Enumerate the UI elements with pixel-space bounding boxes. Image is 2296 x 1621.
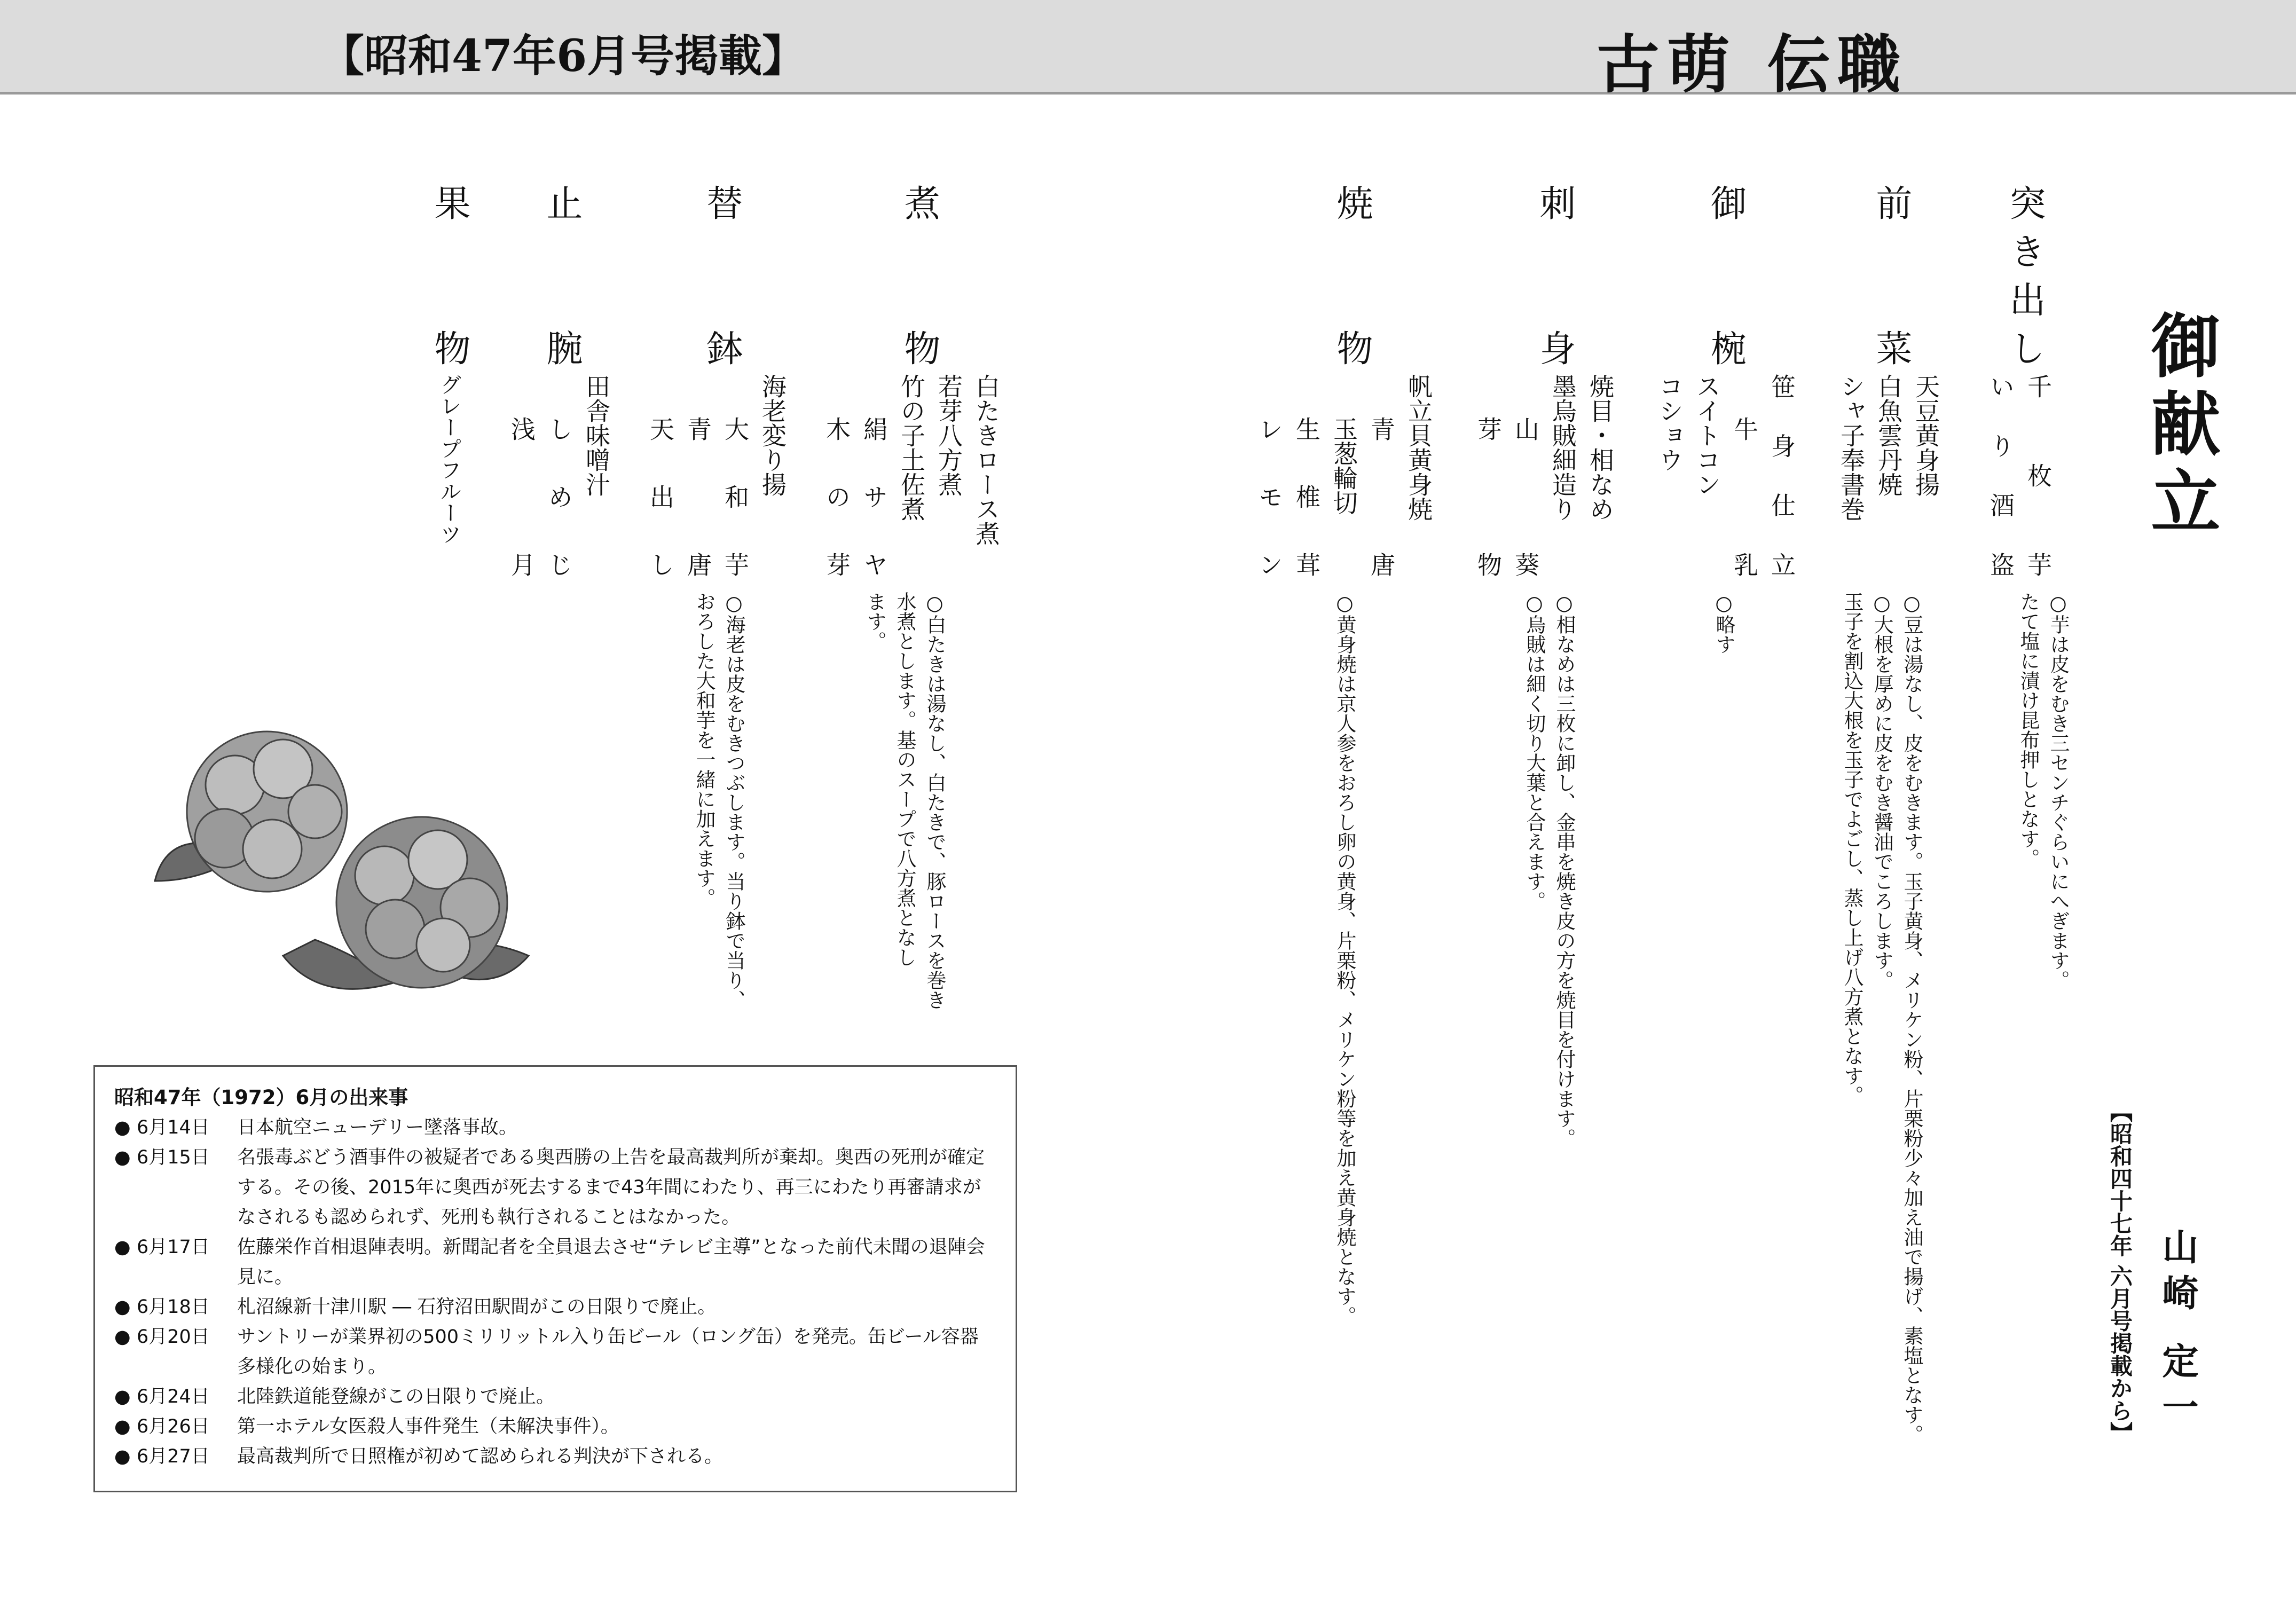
event-date: 6月14日	[137, 1117, 210, 1138]
bullet-icon: ●	[114, 1326, 131, 1348]
course-name: 煮物	[898, 184, 940, 366]
event-date: 6月27日	[137, 1446, 210, 1467]
dish-tamanegi: 玉葱輪切	[1330, 416, 1358, 515]
course-name: 刺身	[1534, 184, 1576, 366]
event-item	[114, 1442, 996, 1472]
event-date: 6月24日	[137, 1386, 210, 1407]
course-name: 前菜	[1870, 184, 1912, 366]
dish-yakime-ainame: 焼目・相なめ	[1586, 374, 1615, 521]
event-date: 6月18日	[137, 1296, 210, 1318]
events-title: 昭和47年（1972）6月の出来事	[114, 1086, 408, 1109]
bullet-icon: ●	[114, 1117, 131, 1138]
course-name: 焼物	[1331, 184, 1373, 366]
dish-hotate: 帆立貝黄身焼	[1404, 374, 1433, 521]
event-item	[114, 1292, 996, 1322]
bullet-icon: ●	[114, 1296, 131, 1318]
course-nimono	[892, 184, 945, 366]
course-name: 御椀	[1704, 184, 1747, 366]
dish-mebutsu: 芽物	[1474, 416, 1503, 577]
note-sashimi: ○相なめは三枚に卸し、金串を焼き皮の方を焼目を付けます。 ○烏賊は細く切り大葉と合えます。	[1523, 592, 1576, 1148]
dish-soramame: 天豆黄身揚	[1912, 374, 1940, 497]
event-item	[114, 1382, 996, 1412]
course-yakimono	[1324, 184, 1378, 366]
dish-lemon: レモン	[1255, 416, 1284, 577]
event-date: 6月20日	[137, 1326, 210, 1348]
event-date: 6月26日	[137, 1416, 210, 1437]
course-kudamono	[422, 184, 475, 366]
dish-tendashi: 天出し	[646, 416, 675, 577]
dish-iri-shuto: いり酒盗	[1986, 374, 2015, 577]
note-kaebachi: ○海老は皮をむきつぶします。当り鉢で当り、 おろした大和芋を一緒に加えます。	[693, 592, 745, 1010]
dish-gyunyu: 牛乳	[1730, 416, 1759, 577]
course-tsukidashi	[1997, 184, 2050, 366]
dish-grapefruit: グレープフルーツ	[437, 374, 461, 545]
course-name: 止腕	[540, 184, 583, 366]
bullet-icon: ●	[114, 1446, 131, 1467]
bullet-icon: ●	[114, 1237, 131, 1258]
note-tsukidashi: ○芋は皮をむき三センチぐらいにへぎます。 たて塩に漬け昆布押しとなす。	[2017, 592, 2070, 990]
note-nimono: ○白たきは湯なし、白たきで、豚ロースを巻き 水煮とします。基のスープで八方煮となし ます。	[863, 592, 946, 1010]
events-box	[93, 1065, 1017, 1492]
dish-shimeji: しめじ	[545, 416, 573, 577]
dish-kosho: コショウ	[1655, 374, 1684, 472]
note-yakimono: ○黄身焼は京人参をおろし卵の黄身、片栗粉、メリケン粉等を加え黄身焼となす。	[1333, 592, 1356, 1326]
bullet-icon: ●	[114, 1416, 131, 1437]
dish-ebi-kawariage: 海老変り揚	[758, 374, 787, 497]
course-name: 替鉢	[701, 184, 743, 366]
dish-wakame: 若芽八方煮	[934, 374, 963, 497]
dish-suitokon: スイトコン	[1693, 374, 1721, 497]
course-zensai	[1863, 184, 1917, 366]
dish-aotou: 青唐	[1367, 416, 1396, 577]
flower-cluster-left	[187, 731, 347, 892]
dish-shirataki: 白たきロース煮	[972, 374, 1001, 546]
byline: 【昭和四十七年 六月号掲載から】	[2107, 1100, 2133, 1444]
dish-takenoko: 竹の子土佐煮	[897, 374, 926, 521]
dish-aotou-2: 青唐	[683, 416, 712, 577]
event-text: 日本航空ニューデリー墜落事故。	[237, 1117, 518, 1138]
event-item	[114, 1322, 996, 1382]
event-text: 最高裁判所で日照権が初めて認められる判決が下される。	[237, 1446, 724, 1467]
event-text: 札沼線新十津川駅 ― 石狩沼田駅間がこの日限りで廃止。	[237, 1296, 717, 1318]
dish-sasami: 笹身仕立	[1767, 374, 1796, 577]
event-date: 6月17日	[137, 1237, 210, 1258]
dish-wasabi: 山葵	[1511, 416, 1540, 577]
event-date: 6月15日	[137, 1147, 210, 1168]
dish-inaka-misoshiru: 田舎味噌汁	[582, 374, 611, 497]
event-text: 佐藤栄作首相退陣表明。新聞記者を全員退去させ“テレビ主導”となった前代未聞の退陣会見に。	[237, 1237, 985, 1288]
dish-kinusaya: 絹サヤ	[860, 416, 888, 577]
event-item	[114, 1113, 996, 1143]
author-name: 山崎 定一	[2156, 1228, 2199, 1434]
dish-sen-mai-imo: 千枚芋	[2024, 374, 2053, 577]
note-owan: ○略す	[1712, 592, 1735, 654]
dish-shako: シャ子奉書巻	[1837, 374, 1866, 521]
brand-title: 古萌 伝職	[1597, 27, 1908, 101]
dish-shirauo: 白魚雲丹焼	[1874, 374, 1903, 497]
course-tomewan	[534, 184, 587, 366]
event-text: 名張毒ぶどう酒事件の被疑者である奥西勝の上告を最高裁判所が棄却。奥西の死刑が確定する。その後、2015年に奥西が死去するまで43年間にわたり、再三にわたり再審請求がなされるも認められず、死刑も執行されることはなかった。	[237, 1147, 985, 1228]
dish-shiitake: 生椎茸	[1292, 416, 1321, 577]
event-item	[114, 1143, 996, 1232]
flower-cluster-right	[336, 817, 507, 988]
course-name: 突き出し	[2003, 184, 2046, 366]
hydrangea-illustration	[144, 705, 545, 1004]
dish-yamatoimo: 大和芋	[721, 416, 750, 577]
dish-kinome: 木の芽	[822, 416, 851, 577]
course-kaebachi	[694, 184, 748, 366]
event-item	[114, 1412, 996, 1442]
dish-sumi-ika: 墨烏賊細造り	[1548, 374, 1577, 521]
page-header	[0, 0, 2296, 101]
event-text: 第一ホテル女医殺人事件発生（未解決事件）。	[237, 1416, 619, 1437]
event-text: 北陸鉄道能登線がこの日限りで廃止。	[237, 1386, 555, 1407]
event-text: サントリーが業界初の500ミリリットル入り缶ビール（ロング缶）を発売。缶ビール容器多様化の始まり。	[237, 1326, 979, 1378]
note-zensai: ○豆は湯なし、皮をむきます。玉子黄身、メリケン粉、片栗粉少々加え油で揚げ、素塩となす。 ○大根を厚めに皮をむき醤油でころします。 玉子を割込大根を玉子でよごし、蒸し上げ八方煮となす。	[1841, 592, 1923, 1444]
dish-asatsuki: 浅月	[507, 416, 536, 577]
event-item	[114, 1232, 996, 1292]
bullet-icon: ●	[114, 1386, 131, 1407]
course-sashimi	[1527, 184, 1581, 366]
menu-title: 御献立	[2140, 310, 2221, 544]
course-name: 果物	[428, 184, 470, 366]
bullet-icon: ●	[114, 1147, 131, 1168]
course-owan	[1698, 184, 1751, 366]
issue-label: 【昭和47年6月号掲載】	[320, 30, 806, 82]
